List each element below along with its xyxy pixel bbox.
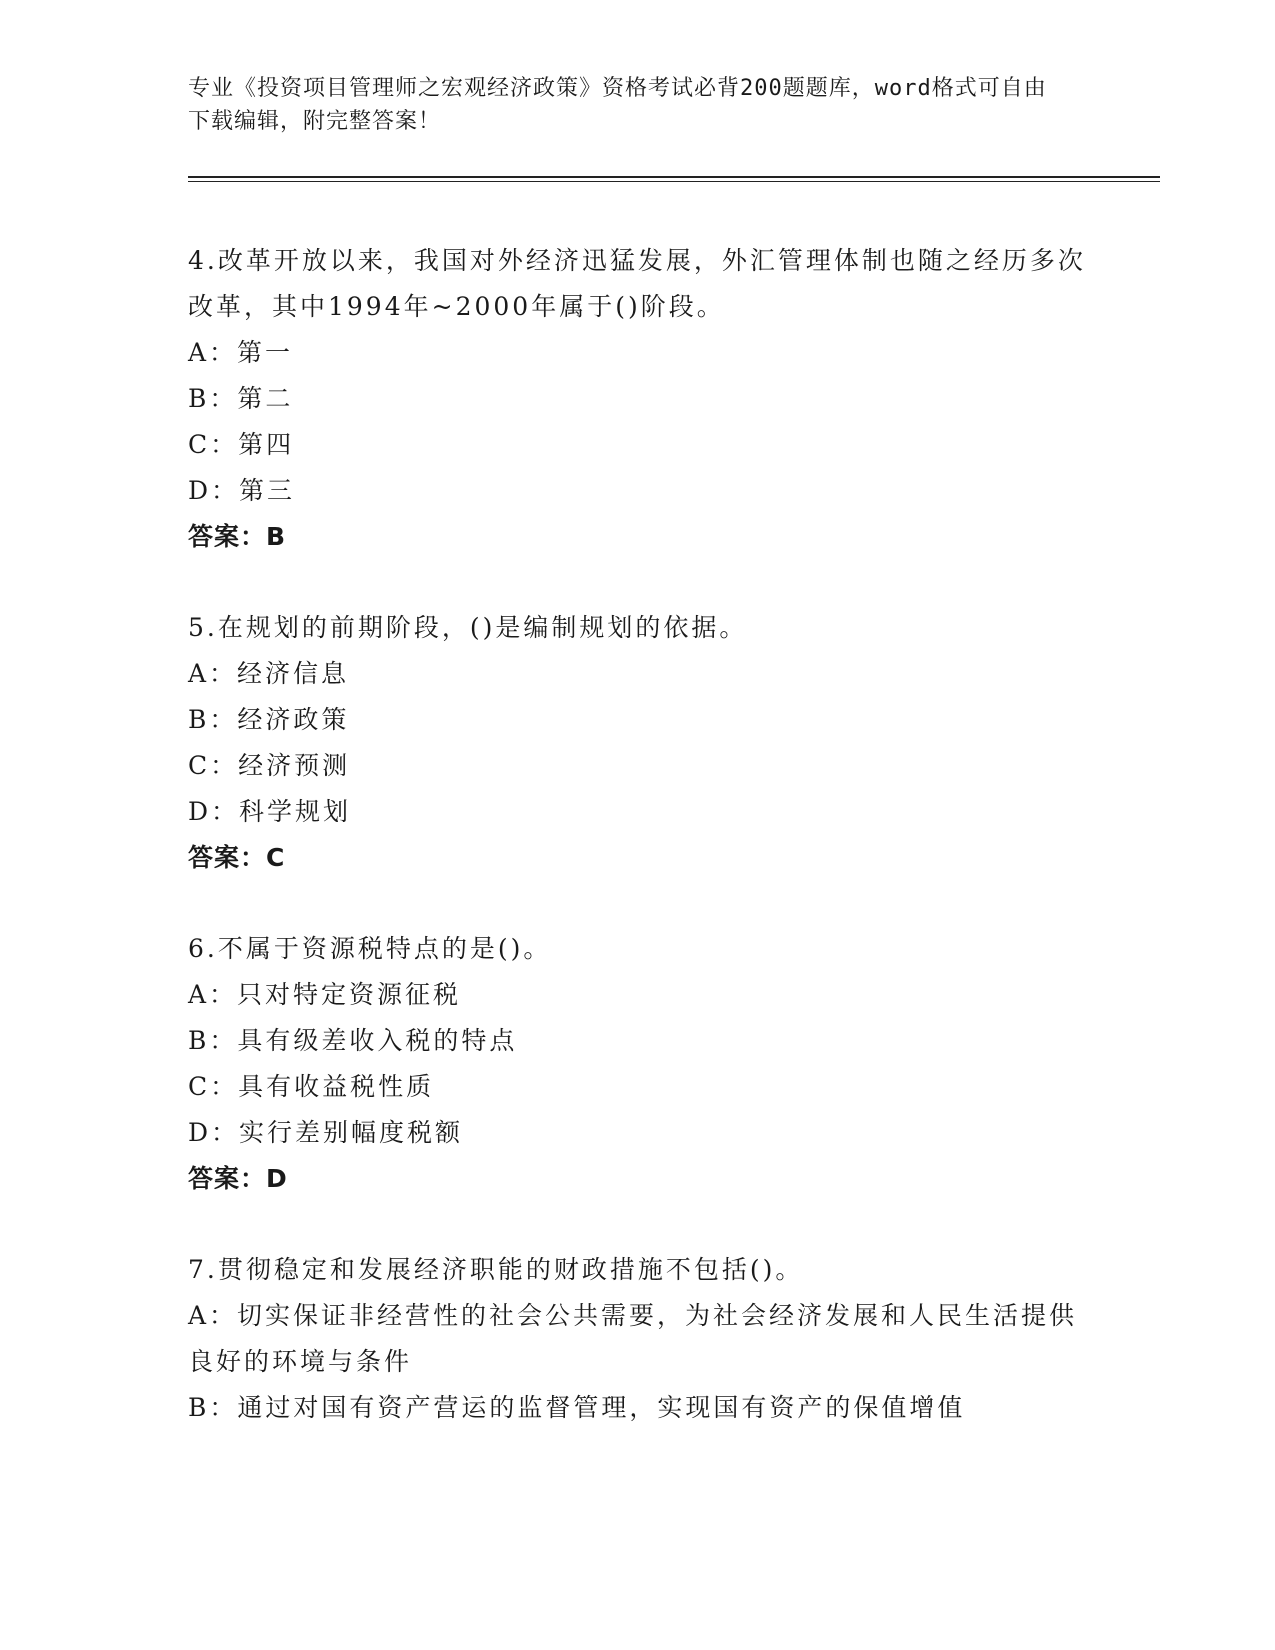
question-5 <box>188 605 1088 881</box>
option-d: D：科学规划 <box>188 797 352 826</box>
option-b: B：第二 <box>188 384 294 413</box>
option-b: B：具有级差收入税的特点 <box>188 1026 518 1055</box>
answer-key: 答案：D <box>188 1164 288 1193</box>
question-6 <box>188 926 1088 1202</box>
question-stem: 5.在规划的前期阶段，()是编制规划的依据。 <box>188 613 748 642</box>
option-a: A：经济信息 <box>188 659 350 688</box>
answer-key: 答案：C <box>188 843 286 872</box>
header-divider-thick <box>188 176 1160 178</box>
option-d: D：第三 <box>188 476 296 505</box>
option-b: B：通过对国有资产营运的监督管理，实现国有资产的保值增值 <box>188 1393 966 1422</box>
option-a: A：第一 <box>188 338 294 367</box>
header-divider-thin <box>188 181 1160 182</box>
answer-key: 答案：B <box>188 522 287 551</box>
option-a: A：只对特定资源征税 <box>188 980 462 1009</box>
option-c: C：具有收益税性质 <box>188 1072 435 1101</box>
option-c: C：经济预测 <box>188 751 351 780</box>
option-b: B：经济政策 <box>188 705 350 734</box>
document-header: 专业《投资项目管理师之宏观经济政策》资格考试必背200题题库，word格式可自由下载编辑，附完整答案！ <box>188 76 1047 134</box>
option-d: D：实行差别幅度税额 <box>188 1118 464 1147</box>
option-a: A：切实保证非经营性的社会公共需要，为社会经济发展和人民生活提供良好的环境与条件 <box>188 1301 1078 1376</box>
question-stem: 4.改革开放以来，我国对外经济迅猛发展，外汇管理体制也随之经历多次改革，其中1994年~2000年属于()阶段。 <box>188 246 1086 321</box>
question-4 <box>188 238 1088 560</box>
question-7 <box>188 1247 1088 1431</box>
question-list <box>188 238 1088 1476</box>
question-stem: 7.贯彻稳定和发展经济职能的财政措施不包括()。 <box>188 1255 804 1284</box>
option-c: C：第四 <box>188 430 295 459</box>
question-stem: 6.不属于资源税特点的是()。 <box>188 934 552 963</box>
